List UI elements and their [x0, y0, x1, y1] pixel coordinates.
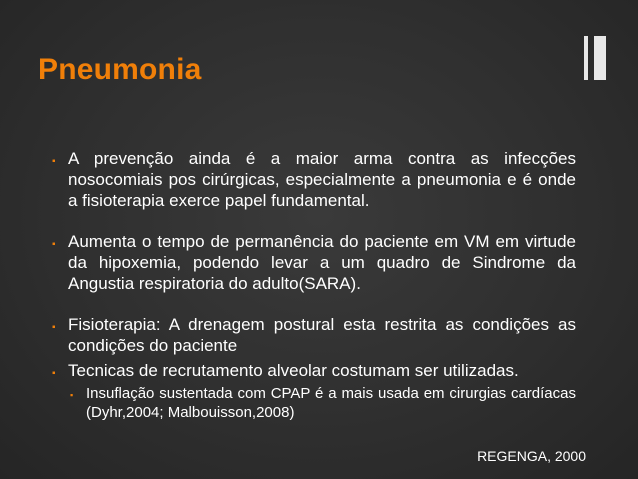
decorative-bar-thick [594, 36, 606, 80]
bullet-text: A prevenção ainda é a maior arma contra as infecções nosocomiais pos cirúrgicas, especialmente a pneumonia e é onde a fisioterapia exerce papel fundamental. [68, 149, 576, 210]
bullet-square-icon: ▪ [52, 239, 56, 250]
slide-title: Pneumonia [38, 53, 202, 86]
bullet-text: Tecnicas de recrutamento alveolar costumam ser utilizadas. [68, 361, 519, 380]
bullet-item-prevencao [52, 148, 576, 211]
decorative-bar-thin [584, 36, 588, 80]
bullet-text: Fisioterapia: A drenagem postural esta restrita as condições as condições do paciente [68, 315, 576, 355]
bullet-square-icon: ▪ [52, 368, 56, 379]
bullet-item-tempo-vm [52, 231, 576, 294]
sub-bullet-text: Insuflação sustentada com CPAP é a mais usada em cirurgias cardíacas (Dyhr,2004; Malbouisson,2008) [86, 385, 576, 421]
bullet-square-icon: ▪ [52, 156, 56, 167]
bullet-item-recrutamento [52, 360, 576, 381]
slide-content [52, 148, 576, 422]
bullet-text: Aumenta o tempo de permanência do paciente em VM em virtude da hipoxemia, podendo levar a um quadro de Sindrome da Angustia respiratoria do adulto(SARA). [68, 232, 576, 293]
sub-bullet-item-cpap [70, 384, 576, 422]
citation-reference: REGENGA, 2000 [477, 448, 586, 464]
bullet-square-icon: ▪ [52, 322, 56, 333]
sub-bullet-square-icon: ▪ [70, 390, 74, 400]
bullet-item-fisioterapia [52, 314, 576, 356]
